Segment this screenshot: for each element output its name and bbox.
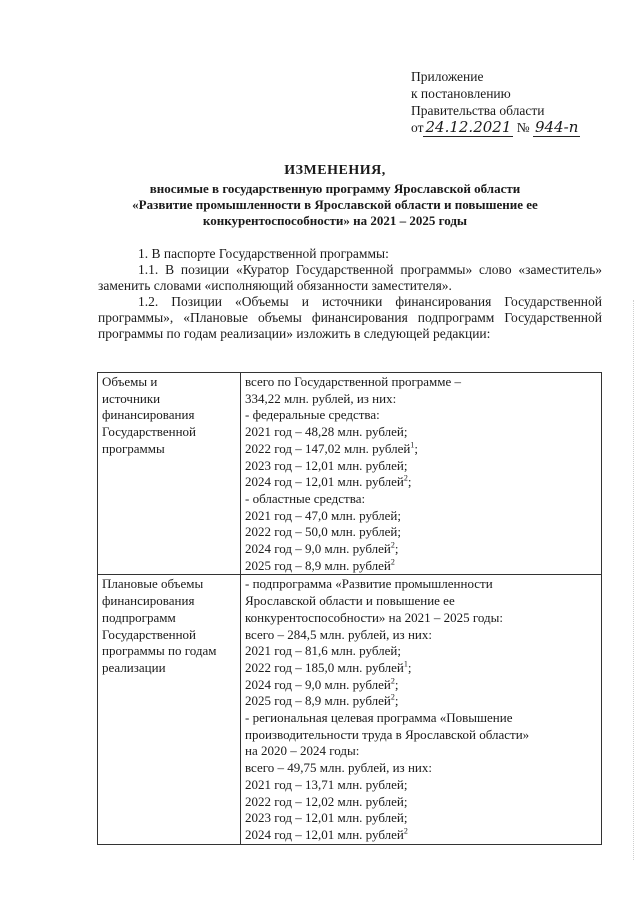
row1-label-line: Государственной	[102, 424, 197, 440]
row1-value-line: 2021 год – 47,0 млн. рублей;	[245, 507, 401, 523]
title-line-1: вносимые в государственную программу Ярославской области	[149, 181, 521, 196]
appendix-line-2: к постановлению	[411, 86, 511, 101]
row2-value-line: 2024 год – 12,01 млн. рублей$^2$	[245, 826, 408, 842]
row2-value-line: - подпрограмма «Развитие промышленности	[245, 576, 493, 592]
row2-value-line: 2022 год – 185,0 млн. рублей$^1$;	[245, 659, 412, 675]
footnote-mark: 1	[403, 659, 408, 669]
appendix-date-line	[411, 119, 611, 136]
row2-value-line: 2023 год – 12,01 млн. рублей;	[245, 810, 408, 826]
row2-label-line: подпрограмм	[102, 609, 176, 625]
row1-value-line: 2022 год – 50,0 млн. рублей;	[245, 524, 401, 540]
footnote-mark: 2	[403, 826, 408, 836]
paragraph-1-2: 1.2. Позиции «Объемы и источники финансирования Государственной программы», «Плановые объемы финансирования подпрограмм Государственной программы по годам реализации» изложить в следующей редакции:	[98, 294, 602, 341]
scan-edge-artifact	[631, 300, 634, 860]
row2-label-line: программы по годам	[102, 643, 217, 659]
row1-label-line: программы	[102, 440, 165, 456]
row2-value-line: на 2020 – 2024 годы:	[245, 743, 360, 759]
footnote-mark: 2	[390, 557, 395, 567]
row2-label-line: Государственной	[102, 626, 197, 642]
appendix-line-1: Приложение	[411, 69, 484, 84]
table-row-financing-sources	[98, 373, 602, 575]
table-row-planned-volumes	[98, 575, 602, 844]
row1-value-line: 2023 год – 12,01 млн. рублей;	[245, 457, 408, 473]
row1-label-line: финансирования	[102, 407, 195, 423]
row1-value-line: всего по Государственной программе –	[245, 374, 462, 389]
financing-table	[97, 372, 602, 845]
row1-label-line: источники	[102, 390, 161, 406]
document-title	[95, 163, 575, 229]
title-main: ИЗМЕНЕНИЯ,	[284, 163, 386, 178]
row2-value-line: 2021 год – 81,6 млн. рублей;	[245, 643, 401, 659]
row2-label-line: финансирования	[102, 593, 195, 609]
footnote-mark: 2	[390, 540, 395, 550]
row1-label-line: Объемы и	[102, 374, 158, 389]
row1-label-cell	[98, 373, 241, 575]
row1-value-line: 2022 год – 147,02 млн. рублей$^1$;	[245, 440, 418, 456]
footnote-mark: 2	[390, 693, 395, 703]
date-prefix: от	[411, 120, 424, 135]
row2-value-line: - региональная целевая программа «Повышение	[245, 710, 513, 726]
row2-label-cell	[98, 575, 241, 844]
paragraph-1-1: 1.1. В позиции «Куратор Государственной программы» слово «заместитель» заменить словами «исполняющий обязанности заместителя».	[98, 262, 602, 293]
footnote-mark: 2	[403, 473, 408, 483]
row2-value-line: 2024 год – 9,0 млн. рублей$^2$;	[245, 676, 399, 692]
row2-value-line: 2022 год – 12,02 млн. рублей;	[245, 793, 408, 809]
handwritten-date: 24.12.2021	[425, 118, 512, 136]
row2-value-line: конкурентоспособности» на 2021 – 2025 годы:	[245, 609, 504, 625]
row1-value-line: - областные средства:	[245, 490, 366, 506]
row2-label-line: реализации	[102, 659, 166, 675]
row1-value-line: 2025 год – 8,9 млн. рублей$^2$	[245, 557, 395, 573]
footnote-mark: 2	[390, 676, 395, 686]
appendix-block	[411, 68, 611, 136]
number-prefix: №	[516, 120, 530, 135]
footnote-mark: 1	[410, 440, 415, 450]
body-text	[98, 246, 602, 342]
row1-value-line: 334,22 млн. рублей, из них:	[245, 390, 397, 406]
row2-value-line: 2021 год – 13,71 млн. рублей;	[245, 776, 408, 792]
row1-value-line: 2024 год – 12,01 млн. рублей$^2$;	[245, 473, 412, 490]
row2-value-line: Ярославской области и повышение ее	[245, 593, 455, 609]
row1-value-line: 2024 год – 9,0 млн. рублей$^2$;	[245, 540, 399, 557]
row1-value-line: - федеральные средства:	[245, 407, 380, 423]
row2-value-cell	[241, 575, 602, 844]
row1-value-cell	[241, 373, 602, 575]
title-line-2: «Развитие промышленности в Ярославской области и повышение ее	[132, 197, 538, 212]
row2-value-line: всего – 49,75 млн. рублей, из них:	[245, 760, 432, 776]
handwritten-number: 944-п	[535, 118, 579, 136]
row2-label-line: Плановые объемы	[102, 576, 204, 592]
appendix-line-3: Правительства области	[411, 103, 545, 118]
row2-value-line: всего – 284,5 млн. рублей, из них:	[245, 626, 432, 642]
row1-value-line: 2021 год – 48,28 млн. рублей;	[245, 424, 408, 440]
title-line-3: конкурентоспособности» на 2021 – 2025 годы	[202, 213, 468, 228]
row2-value-line: производительности труда в Ярославской области»	[245, 726, 530, 742]
paragraph-1: 1. В паспорте Государственной программы:	[138, 246, 389, 261]
row2-value-line: 2025 год – 8,9 млн. рублей$^2$;	[245, 693, 399, 709]
